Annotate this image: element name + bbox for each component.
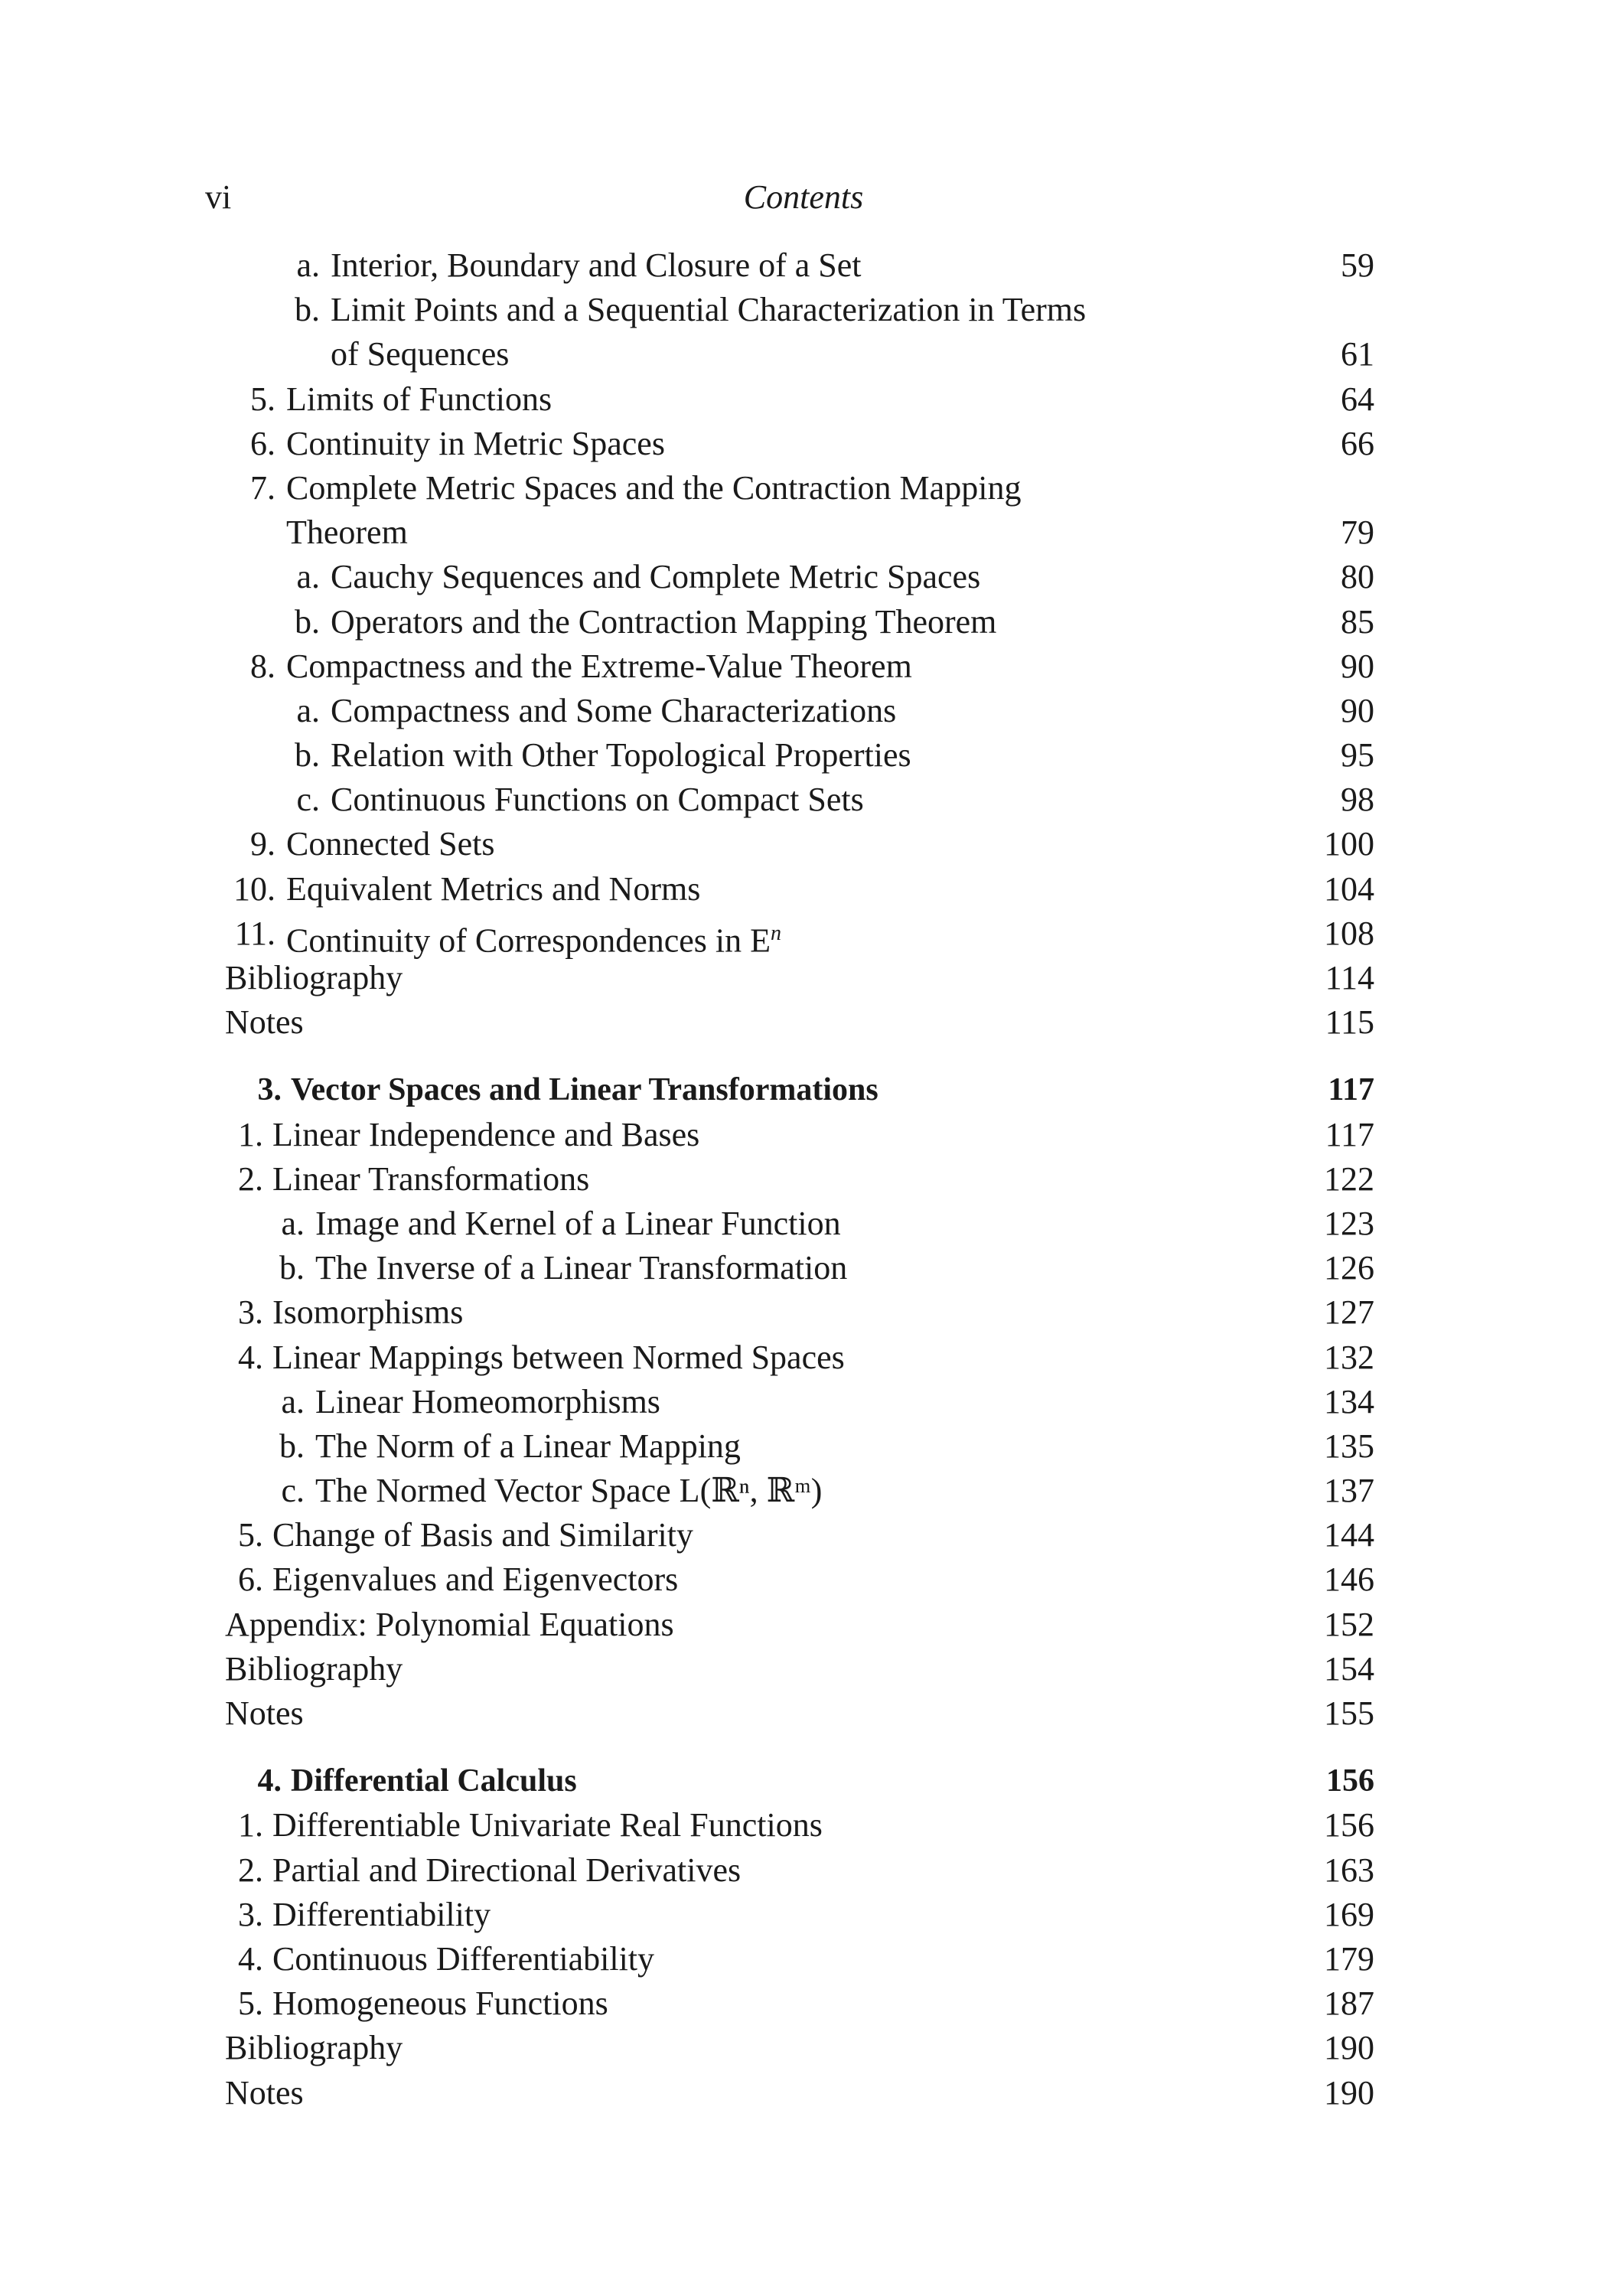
toc-entry-title (272, 1848, 741, 1893)
toc-entry-title (272, 1937, 654, 1981)
toc-entry-number: 3. (257, 1072, 282, 1108)
toc-entry-title-text: Vector Spaces and Linear Transformations (291, 1072, 878, 1108)
toc-entry-title-text: Isomorphisms (272, 1293, 464, 1332)
toc-entry-title (331, 332, 509, 377)
toc-entry-number: 5. (238, 1516, 263, 1554)
toc-entry-title-text: Notes (225, 2073, 304, 2112)
toc-entry-page: 190 (1324, 2073, 1374, 2112)
toc-entry-title (331, 689, 896, 733)
toc-entry-number: 2. (238, 1851, 263, 1889)
toc-entry-title-text: Continuous Functions on Compact Sets (331, 781, 864, 819)
toc-entry-page: 64 (1341, 380, 1374, 418)
toc-entry-title (225, 1691, 304, 1736)
toc-entry-title (225, 2071, 304, 2115)
toc-entry-title (291, 1068, 878, 1112)
toc-entry-page: 155 (1324, 1694, 1374, 1732)
toc-entry-title-text: Compactness and the Extreme-Value Theorem (286, 647, 912, 685)
toc-entry-title (272, 1157, 589, 1202)
toc-entry-title (225, 1603, 674, 1647)
toc-chapter-row[interactable] (0, 1759, 1607, 1803)
toc-entry-page: 95 (1341, 736, 1374, 775)
toc-entry-page: 100 (1324, 825, 1374, 863)
toc-entry-title-text: Notes (225, 1003, 304, 1042)
toc-entry-title (272, 1981, 608, 2026)
toc-entry-page: 98 (1341, 781, 1374, 819)
toc-entry-row[interactable] (0, 1000, 1607, 1045)
toc-entry-page: 66 (1341, 424, 1374, 462)
toc-entry-page: 115 (1325, 1003, 1374, 1042)
toc-entry-page: 154 (1324, 1649, 1374, 1688)
toc-entry-page: 163 (1324, 1851, 1374, 1889)
toc-entry-title (331, 778, 864, 822)
toc-entry-row[interactable] (0, 1202, 1607, 1246)
toc-entry-title (286, 644, 912, 689)
toc-entry-number: c. (296, 781, 320, 819)
toc-entry-row[interactable] (0, 555, 1607, 599)
toc-entry-title (272, 1513, 693, 1557)
toc-entry-page: 146 (1324, 1561, 1374, 1599)
toc-entry-title-text: Complete Metric Spaces and the Contraction Mapping (286, 468, 1022, 507)
toc-entry-row[interactable] (0, 689, 1607, 733)
toc-entry-title (225, 1000, 304, 1045)
toc-entry-row[interactable] (0, 466, 1607, 510)
toc-entry-number: 5. (238, 1985, 263, 2023)
toc-entry-page: 123 (1324, 1204, 1374, 1242)
toc-entry-title (272, 1113, 699, 1157)
toc-entry-title-text: Continuous Differentiability (272, 1939, 655, 1978)
toc-entry-title-text: Limit Points and a Sequential Characterization in Terms (331, 291, 1087, 329)
toc-entry-page: 79 (1341, 514, 1374, 552)
toc-entry-number: 7. (250, 468, 275, 507)
toc-entry-title-text: Linear Mappings between Normed Spaces (272, 1338, 845, 1376)
toc-entry-row[interactable] (0, 1513, 1607, 1557)
toc-entry-title-text: Operators and the Contraction Mapping Theorem (331, 602, 997, 641)
toc-entry-title (331, 733, 911, 778)
toc-entry-title (291, 1759, 577, 1803)
toc-entry-number: 4. (238, 1338, 263, 1376)
toc-entry-title-text: Linear Homeomorphisms (315, 1382, 660, 1420)
toc-entry-row[interactable] (0, 867, 1607, 912)
toc-entry-title-text: Compactness and Some Characterizations (331, 691, 897, 729)
toc-entry-title-text: Differentiable Univariate Real Functions (272, 1806, 823, 1844)
section-gap (0, 1736, 1607, 1759)
toc-entry-number: 3. (238, 1293, 263, 1332)
toc-entry-number: 6. (238, 1561, 263, 1599)
toc-entry-row[interactable] (0, 1157, 1607, 1202)
toc-entry-number: b. (295, 602, 320, 641)
toc-entry-page: 169 (1324, 1895, 1374, 1933)
toc-entry-row[interactable] (0, 1246, 1607, 1290)
toc-entry-page: 61 (1341, 335, 1374, 373)
toc-entry-page: 108 (1324, 914, 1374, 952)
toc-entry-title-text: Homogeneous Functions (272, 1985, 608, 2023)
toc-entry-title-text: Linear Transformations (272, 1159, 590, 1198)
toc-entry-title (286, 510, 408, 555)
toc-entry-title (286, 466, 1021, 510)
toc-entry-number: b. (279, 1427, 305, 1465)
toc-entry-row[interactable] (0, 510, 1607, 555)
toc-entry-page: 126 (1324, 1249, 1374, 1287)
toc-entry-row[interactable] (0, 377, 1607, 422)
toc-entry-title-text: Linear Independence and Bases (272, 1115, 700, 1153)
toc-entry-page: 156 (1326, 1763, 1374, 1799)
toc-entry-number: b. (295, 291, 320, 329)
toc-entry-title-text: of Sequences (331, 335, 510, 373)
toc-entry-number: b. (295, 736, 320, 775)
toc-entry-row[interactable] (0, 1848, 1607, 1893)
toc-entry-title (315, 1380, 660, 1424)
toc-entry-number: 9. (250, 825, 275, 863)
toc-entry-number: 3. (238, 1895, 263, 1933)
toc-entry-number: a. (281, 1204, 305, 1242)
toc-entry-page: 190 (1324, 2029, 1374, 2067)
toc-entry-title (286, 377, 552, 422)
toc-entry-number: 1. (238, 1115, 263, 1153)
toc-entry-title (331, 288, 1086, 332)
toc-entry-row[interactable] (0, 243, 1607, 288)
toc-entry-superscript: n (771, 921, 782, 945)
toc-entry-page: 117 (1325, 1115, 1374, 1153)
toc-entry-number: a. (296, 691, 320, 729)
toc-entry-title-text: The Norm of a Linear Mapping (315, 1427, 741, 1465)
toc-entry-title (315, 1202, 841, 1246)
toc-entry-number: 6. (250, 424, 275, 462)
toc-entry-title (331, 243, 862, 288)
toc-entry-number: 4. (257, 1763, 282, 1799)
toc-entry-row[interactable] (0, 332, 1607, 377)
toc-entry-number: 5. (250, 380, 275, 418)
toc-entry-number: b. (279, 1249, 305, 1287)
toc-entry-row[interactable] (0, 1893, 1607, 1937)
toc-entry-page: 132 (1324, 1338, 1374, 1376)
toc-entry-row[interactable] (0, 733, 1607, 778)
toc-entry-page: 134 (1324, 1382, 1374, 1420)
toc-entry-title-text: The Normed Vector Space L(ℝⁿ, ℝᵐ) (315, 1472, 823, 1510)
toc-entry-number: 1. (238, 1806, 263, 1844)
page-number: vi (205, 178, 232, 216)
toc-entry-title (331, 555, 980, 599)
toc-entry-number: 10. (233, 869, 275, 908)
toc-entry-page: 127 (1324, 1293, 1374, 1332)
table-of-contents (0, 243, 1607, 2115)
toc-entry-title-text: Connected Sets (286, 825, 495, 863)
toc-entry-row[interactable] (0, 1469, 1607, 1513)
toc-entry-page: 85 (1341, 602, 1374, 641)
toc-entry-row[interactable] (0, 1380, 1607, 1424)
toc-entry-title (225, 956, 403, 1000)
toc-entry-row[interactable] (0, 644, 1607, 689)
toc-entry-title (272, 1893, 491, 1937)
toc-entry-title (225, 1647, 403, 1691)
toc-entry-number: 8. (250, 647, 275, 685)
toc-entry-page: 156 (1324, 1806, 1374, 1844)
toc-entry-title (225, 2026, 403, 2070)
toc-entry-row[interactable] (0, 2071, 1607, 2115)
toc-entry-title-text: Equivalent Metrics and Norms (286, 869, 701, 908)
toc-entry-number: a. (296, 558, 320, 596)
toc-entry-row[interactable] (0, 422, 1607, 466)
toc-entry-title-text: Limits of Functions (286, 380, 553, 418)
toc-entry-row[interactable] (0, 912, 1607, 960)
toc-entry-page: 137 (1324, 1472, 1374, 1510)
running-header (0, 178, 1607, 216)
toc-entry-page: 152 (1324, 1605, 1374, 1643)
toc-entry-title-text: Partial and Directional Derivatives (272, 1851, 742, 1889)
toc-entry-page: 90 (1341, 691, 1374, 729)
toc-entry-title (272, 1803, 823, 1848)
toc-entry-number: 2. (238, 1159, 263, 1198)
toc-entry-number: 4. (238, 1939, 263, 1978)
toc-entry-row[interactable] (0, 1113, 1607, 1157)
toc-entry-row[interactable] (0, 288, 1607, 332)
toc-entry-row[interactable] (0, 1603, 1607, 1647)
toc-entry-title-text: Bibliography (225, 959, 403, 996)
toc-entry-row[interactable] (0, 600, 1607, 644)
toc-entry-title (272, 1290, 463, 1335)
toc-entry-page: 179 (1324, 1939, 1374, 1978)
toc-entry-title (286, 867, 700, 912)
toc-entry-page: 144 (1324, 1516, 1374, 1554)
toc-entry-page: 59 (1341, 246, 1374, 284)
toc-entry-page: 187 (1324, 1985, 1374, 2023)
toc-entry-title-text: The Inverse of a Linear Transformation (315, 1249, 848, 1287)
toc-entry-title-text: Bibliography (225, 1649, 403, 1688)
toc-entry-title (315, 1246, 847, 1290)
toc-entry-page: 104 (1324, 869, 1374, 908)
toc-entry-title (315, 1424, 741, 1469)
toc-entry-title-text: Notes (225, 1694, 304, 1732)
toc-entry-number: 11. (234, 914, 275, 952)
toc-entry-page: 80 (1341, 558, 1374, 596)
toc-entry-number: a. (281, 1382, 305, 1420)
section-gap (0, 1045, 1607, 1068)
toc-entry-title-text: Continuity of Correspondences in E (286, 921, 771, 960)
toc-entry-title-text: Relation with Other Topological Properties (331, 736, 911, 775)
toc-entry-title-text: Appendix: Polynomial Equations (225, 1605, 674, 1643)
toc-entry-page: 90 (1341, 647, 1374, 685)
toc-entry-page: 135 (1324, 1427, 1374, 1465)
toc-entry-title-text: Interior, Boundary and Closure of a Set (331, 246, 862, 284)
toc-entry-row[interactable] (0, 1691, 1607, 1736)
toc-entry-title-text: Bibliography (225, 2029, 403, 2067)
toc-entry-title (272, 1557, 678, 1602)
toc-entry-page: 122 (1324, 1159, 1374, 1198)
toc-entry-title-text: Differentiability (272, 1895, 491, 1933)
toc-entry-row[interactable] (0, 2026, 1607, 2070)
toc-entry-page: 117 (1328, 1072, 1374, 1108)
toc-entry-title-text: Differential Calculus (291, 1763, 577, 1799)
toc-entry-title (315, 1469, 822, 1513)
toc-entry-row[interactable] (0, 778, 1607, 822)
toc-entry-row[interactable] (0, 822, 1607, 866)
toc-entry-title (286, 422, 665, 466)
running-title: Contents (743, 178, 864, 216)
toc-entry-title-text: Theorem (286, 514, 408, 552)
toc-entry-title-text: Image and Kernel of a Linear Function (315, 1204, 841, 1242)
toc-entry-row[interactable] (0, 1424, 1607, 1469)
toc-entry-row[interactable] (0, 956, 1607, 1000)
toc-entry-row[interactable] (0, 1981, 1607, 2026)
toc-entry-row[interactable] (0, 1803, 1607, 1848)
toc-entry-title-text: Change of Basis and Similarity (272, 1516, 693, 1554)
toc-entry-title (331, 600, 996, 644)
toc-entry-number: a. (296, 246, 320, 284)
toc-entry-page: 114 (1325, 959, 1374, 996)
toc-entry-title-text: Cauchy Sequences and Complete Metric Spaces (331, 558, 981, 596)
toc-entry-row[interactable] (0, 1290, 1607, 1335)
toc-entry-title-text: Eigenvalues and Eigenvectors (272, 1561, 679, 1599)
toc-chapter-row[interactable] (0, 1068, 1607, 1112)
toc-entry-row[interactable] (0, 1647, 1607, 1691)
toc-entry-number: c. (281, 1472, 305, 1510)
toc-entry-title (272, 1336, 845, 1380)
toc-entry-row[interactable] (0, 1557, 1607, 1602)
toc-entry-title-text: Continuity in Metric Spaces (286, 424, 665, 462)
toc-entry-row[interactable] (0, 1937, 1607, 1981)
toc-entry-row[interactable] (0, 1336, 1607, 1380)
toc-entry-title (286, 822, 495, 866)
